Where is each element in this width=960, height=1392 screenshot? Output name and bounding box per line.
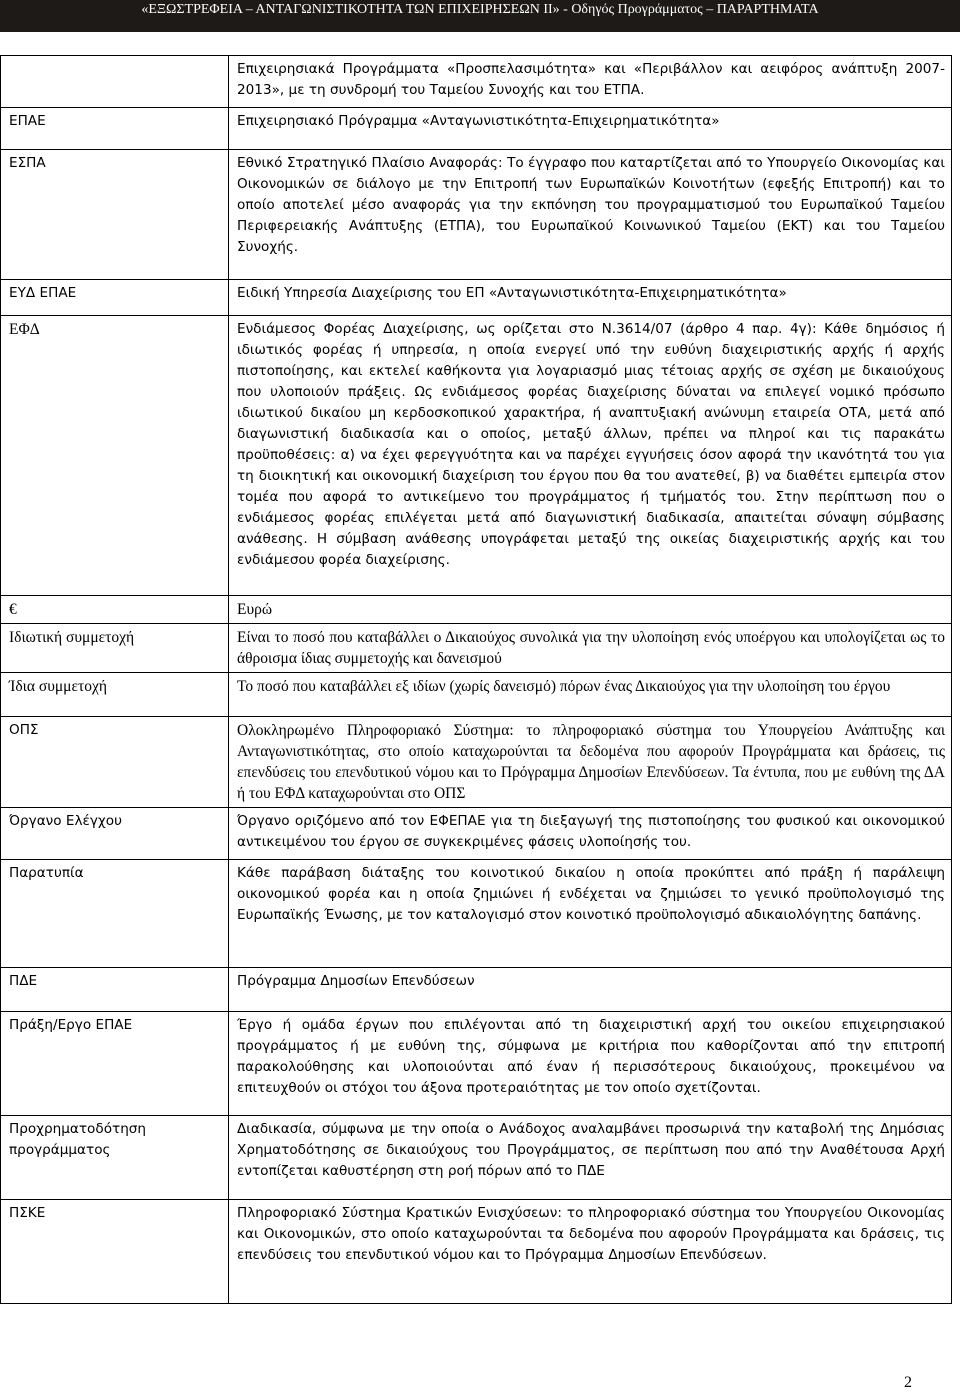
definition-cell: Είναι το ποσό που καταβάλλει ο Δικαιούχος συνολικά για την υλοποίηση ενός υποέργου και υπολογίζεται ως το άθροισμα ίδιας συμμετοχής και δανεισμού — [229, 624, 952, 673]
term-cell: Παρατυπία — [1, 860, 229, 968]
definition-cell: Το ποσό που καταβάλλει εξ ιδίων (χωρίς δανεισμό) πόρων ένας Δικαιούχος για την υλοποίηση του έργου — [229, 673, 952, 717]
page-header — [0, 0, 960, 32]
page-number: 2 — [904, 1374, 912, 1391]
table-row — [1, 56, 952, 108]
glossary-table — [0, 55, 952, 1304]
table-row — [1, 968, 952, 1012]
table-row — [1, 280, 952, 316]
table-row — [1, 1200, 952, 1304]
table-row — [1, 860, 952, 968]
table-row — [1, 108, 952, 150]
term-cell: ΕΣΠΑ — [1, 150, 229, 280]
table-row — [1, 673, 952, 717]
definition-cell: Πρόγραμμα Δημοσίων Επενδύσεων — [229, 968, 952, 1012]
term-cell: Όργανο Ελέγχου — [1, 808, 229, 860]
definition-cell: Όργανο οριζόμενο από τον ΕΦΕΠΑΕ για τη διεξαγωγή της πιστοποίησης του φυσικού και οικονομικού αντικειμένου του έργου σε συγκεκριμένες φάσεις υλοποίησής του. — [229, 808, 952, 860]
term-cell: ΠΔΕ — [1, 968, 229, 1012]
term-cell: € — [1, 596, 229, 624]
header-title: «ΕΞΩΣΤΡΕΦΕΙΑ – ΑΝΤΑΓΩΝΙΣΤΙΚΟΤΗΤΑ ΤΩΝ ΕΠΙΧΕΙΡΗΣΕΩΝ ΙΙ» - Οδηγός Προγράμματος – ΠΑΡΑΡΤΗΜΑΤΑ — [141, 2, 819, 17]
table-row — [1, 808, 952, 860]
definition-cell: Πληροφοριακό Σύστημα Κρατικών Ενισχύσεων: το πληροφοριακό σύστημα του Υπουργείου Οικονομίας και Οικονομικών, στο οποίο καταχωρούνται τα δεδομένα που αφορούν Προγράμματα και δράσεις, τις επενδύσεις του επενδυτικού νόμου και το Πρόγραμμα Δημοσίων Επενδύσεων. — [229, 1200, 952, 1304]
term-cell: ΠΣΚΕ — [1, 1200, 229, 1304]
table-row — [1, 717, 952, 808]
table-row — [1, 1116, 952, 1200]
definition-cell: Διαδικασία, σύμφωνα με την οποία ο Ανάδοχος αναλαμβάνει προσωρινά την καταβολή της Δημόσιας Χρηματοδότησης σε δικαιούχους του Προγράμματος, σε περίπτωση που από την Αναθέτουσα Αρχή εντοπίζεται καθυστέρηση στη ροή πόρων από το ΠΔΕ — [229, 1116, 952, 1200]
table-row — [1, 150, 952, 280]
definition-cell: Ειδική Υπηρεσία Διαχείρισης του ΕΠ «Ανταγωνιστικότητα-Επιχειρηματικότητα» — [229, 280, 952, 316]
definition-cell: Κάθε παράβαση διάταξης του κοινοτικού δικαίου η οποία προκύπτει από πράξη ή παράλειψη οικονομικού φορέα και η οποία ζημιώνει ή ενδέχεται να ζημιώσει το γενικό προϋπολογισμό της Ευρωπαϊκής Ένωσης, με τον καταλογισμό στον κοινοτικό προϋπολογισμό αδικαιολόγητης δαπάνης. — [229, 860, 952, 968]
definition-cell: Έργο ή ομάδα έργων που επιλέγονται από τη διαχειριστική αρχή του οικείου επιχειρησιακού προγράμματος ή με ευθύνη της, σύμφωνα με κριτήρια που καθορίζονται από την επιτροπή παρακολούθησης και υλοποιούνται από έναν ή περισσότερους δικαιούχους, προκειμένου να επιτευχθούν οι στόχοι του άξονα προτεραιότητας με τον οποίο σχετίζονται. — [229, 1012, 952, 1116]
table-row — [1, 624, 952, 673]
term-cell: ΕΦΔ — [1, 316, 229, 596]
definition-cell: Ολοκληρωμένο Πληροφοριακό Σύστημα: το πληροφοριακό σύστημα του Υπουργείου Ανάπτυξης και Ανταγωνιστικότητας, στο οποίο καταχωρούνται τα δεδομένα που αφορούν Προγράμματα και δράσεις, τις επενδύσεις του επενδυτικού νόμου και το Πρόγραμμα Δημοσίων Επενδύσεων. Τα έντυπα, που με ευθύνη της ΔΑ ή του ΕΦΔ καταχωρούνται στο ΟΠΣ — [229, 717, 952, 808]
definition-cell: Ενδιάμεσος Φορέας Διαχείρισης, ως ορίζεται στο Ν.3614/07 (άρθρο 4 παρ. 4γ): Κάθε δημόσιος ή ιδιωτικός φορέας ή υπηρεσία, η οποία ενεργεί υπό την ευθύνη διαχειριστικής αρχής ή αρχής πιστοποίησης, και εκτελεί καθήκοντα για λογαριασμό μιας τέτοιας αρχής σε σχέση με δικαιούχους που υλοποιούν πράξεις. Ως ενδιάμεσος φορέας διαχείρισης δύναται να επιλεγεί νομικό πρόσωπο ιδιωτικού δικαίου μη κερδοσκοπικού χαρακτήρα, ή αναπτυξιακή ανώνυμη εταιρεία ΟΤΑ, μετά από διαγωνιστική διαδικασία και ο οποίος, μεταξύ άλλων, πρέπει να πληροί και τις παρακάτω προϋποθέσεις: α) να έχει φερεγγυότητα και να παρέχει εγγυήσεις όσον αφορά την ικανότητά του για τη διοικητική και οικονομική διαχείριση του έργου που θα του ανατεθεί, β) να διαθέτει εμπειρία στον τομέα που αφορά το αντικείμενο του προγράμματος ή τμήματός του. Στην περίπτωση που ο ενδιάμεσος φορέας επιλέγεται μετά από διαγωνιστική διαδικασία, απαιτείται σύναψη σύμβασης ανάθεσης. Η σύμβαση ανάθεσης υπογράφεται μεταξύ της οικείας διαχειριστικής αρχής και του ενδιάμεσου φορέα διαχείρισης. — [229, 316, 952, 596]
table-row — [1, 316, 952, 596]
definition-cell: Επιχειρησιακά Προγράμματα «Προσπελασιμότητα» και «Περιβάλλον και αειφόρος ανάπτυξη 2007-2013», με τη συνδρομή του Ταμείου Συνοχής και του ΕΤΠΑ. — [229, 56, 952, 108]
definition-cell: Ευρώ — [229, 596, 952, 624]
term-cell: ΕΠΑΕ — [1, 108, 229, 150]
term-cell: ΕΥΔ ΕΠΑΕ — [1, 280, 229, 316]
term-cell: Ίδια συμμετοχή — [1, 673, 229, 717]
term-cell: ΟΠΣ — [1, 717, 229, 808]
term-cell: Προχρηματοδότηση προγράμματος — [1, 1116, 229, 1200]
table-row — [1, 596, 952, 624]
term-cell: Ιδιωτική συμμετοχή — [1, 624, 229, 673]
definition-cell: Εθνικό Στρατηγικό Πλαίσιο Αναφοράς: Το έγγραφο που καταρτίζεται από το Υπουργείο Οικονομίας και Οικονομικών σε διάλογο με την Επιτροπή των Ευρωπαϊκών Κοινοτήτων (εφεξής Επιτροπή) και το οποίο αποτελεί μέσο αναφοράς για την εκπόνηση του προγραμματισμού του Ευρωπαϊκού Ταμείου Περιφερειακής Ανάπτυξης (ΕΤΠΑ), του Ευρωπαϊκού Κοινωνικού Ταμείου (ΕΚΤ) και του Ταμείου Συνοχής. — [229, 150, 952, 280]
term-cell — [1, 56, 229, 108]
definition-cell: Επιχειρησιακό Πρόγραμμα «Ανταγωνιστικότητα-Επιχειρηματικότητα» — [229, 108, 952, 150]
table-row — [1, 1012, 952, 1116]
term-cell: Πράξη/Εργο ΕΠΑΕ — [1, 1012, 229, 1116]
